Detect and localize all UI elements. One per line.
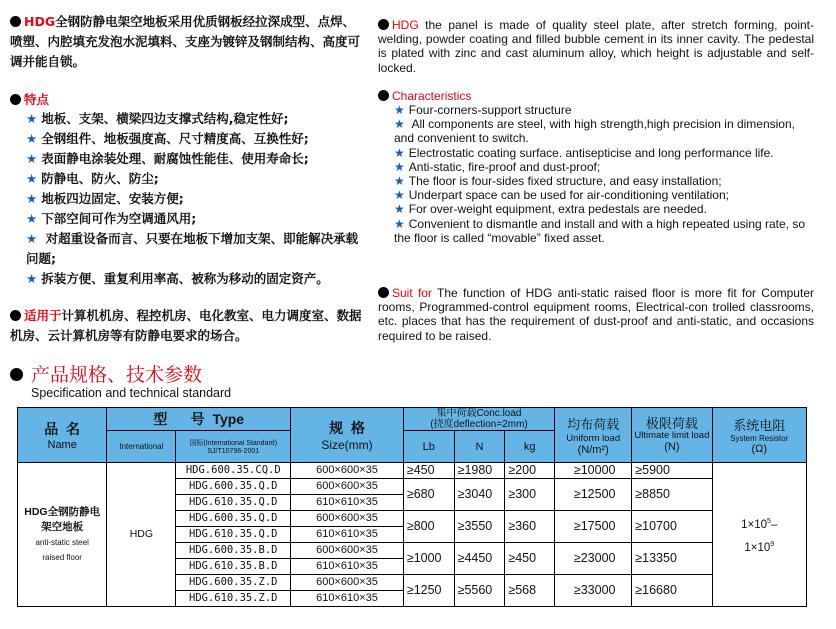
list-item: ★ Electrostatic coating surface. antisepticise and long performance life. xyxy=(394,145,774,160)
lb-cell: ≥450 xyxy=(403,463,454,479)
list-item: ★ Anti-static, fire-proof and dust-proof; xyxy=(394,159,601,174)
spec-table xyxy=(17,407,807,607)
resistance-cell: $1\times 10^5-$ $1\times 10^9$ xyxy=(712,463,807,607)
star-icon: ★ xyxy=(394,202,405,217)
bullet-icon xyxy=(10,368,23,381)
list-item: ★ Four-corners-support structure xyxy=(394,103,572,118)
header-name: 品 名 Name xyxy=(18,408,107,463)
header-national-standard: 国标(International Standard) SJ/T10796-2001 xyxy=(176,431,291,463)
intro-en: HDG the panel is made of quality steel plate, after stretch forming, point-welding, powder coating and filled bubble cement in its inner cavity. The pedestal is plated with zinc and cast aluminum alloy, which height is adjustable and self-locked. xyxy=(378,18,814,75)
intro-text: 全钢防静电架空地板采用优质钢板经拉深成型、点焊、喷塑、内腔填充发泡水泥填料、支座为镀锌及钢制结构、高度可调并能自锁。 xyxy=(10,14,361,69)
star-icon: ★ xyxy=(394,188,405,203)
list-item: ★ All components are steel, with high strength,high precision in dimension, and convenient to switch. xyxy=(394,117,795,146)
list-item: ★ 地板、支架、横梁四边支撑式结构,稳定性好; xyxy=(26,111,289,126)
features-title-en: Characteristics xyxy=(378,89,814,103)
star-icon: ★ xyxy=(26,191,38,206)
features-title-cn: 特点 xyxy=(10,90,362,110)
header-uniform-load: 均布荷载 Uniform load (N/m²) xyxy=(555,408,632,463)
list-item: ★ 全钢组件、地板强度高、尺寸精度高、互换性好; xyxy=(26,131,309,146)
header-n: N xyxy=(454,431,505,463)
header-type: 型 号 Type xyxy=(107,408,291,431)
model-cell: HDG.600.35.CQ.D xyxy=(176,463,291,479)
spec-subtitle: Specification and technical standard xyxy=(31,386,232,400)
table-row: HDG.600.35.Z.D 600×600×35 ≥1250 ≥5560 ≥568 ≥33000 ≥16680 xyxy=(18,575,807,591)
table-row: HDG.610.35.Q.D 610×610×35 xyxy=(18,495,807,511)
table-row: HDG.600.35.Q.D 600×600×35 ≥680 ≥3040 ≥300 ≥12500 ≥8850 xyxy=(18,479,807,495)
table-row: HDG.610.35.Q.D 610×610×35 xyxy=(18,527,807,543)
list-item: ★ Underpart space can be used for air-conditioning ventilation; xyxy=(394,188,729,203)
list-item: ★ 表面静电涂装处理、耐腐蚀性能佳、使用寿命长; xyxy=(26,151,309,166)
star-icon: ★ xyxy=(26,211,38,226)
header-lb: Lb xyxy=(403,431,454,463)
bullet-icon xyxy=(10,16,21,27)
brand-label: HDG xyxy=(24,14,56,29)
ultimate-cell: ≥5900 xyxy=(632,463,712,479)
star-icon: ★ xyxy=(394,117,405,132)
list-item: ★ The floor is four-sides fixed structure, and easy installation; xyxy=(394,174,722,189)
international-cell: HDG xyxy=(107,463,176,607)
star-icon: ★ xyxy=(394,216,405,231)
features-list-cn xyxy=(10,109,362,289)
size-cell: 600×600×35 xyxy=(291,463,404,479)
table-row: HDG.610.35.Z.D 610×610×35 xyxy=(18,591,807,607)
right-column xyxy=(378,18,814,343)
header-international: International xyxy=(107,431,176,463)
uniform-cell: ≥10000 xyxy=(555,463,632,479)
table-row xyxy=(18,463,807,479)
list-item: ★ 拆装方便、重复利用率高、被称为移动的固定资产。 xyxy=(26,271,329,286)
intro-cn xyxy=(10,12,362,72)
suit-cn: 适用于计算机机房、程控机房、电化教室、电力调度室、数据机房、云计算机房等有防静电要求的场合。 xyxy=(10,308,362,343)
header-system-resistor: 系统电阻 System Resistor (Ω) xyxy=(712,408,807,463)
bullet-icon xyxy=(378,90,389,101)
star-icon: ★ xyxy=(394,145,405,160)
kg-cell: ≥200 xyxy=(505,463,555,479)
table-row: HDG.600.35.B.D 600×600×35 ≥1000 ≥4450 ≥450 ≥23000 ≥13350 xyxy=(18,543,807,559)
star-icon: ★ xyxy=(394,174,405,189)
header-conc-load: 集中荷载Conc.load (挠度deflection=2mm) xyxy=(403,408,554,431)
spec-title: 产品规格、技术参数 xyxy=(10,364,231,386)
star-icon: ★ xyxy=(394,103,405,118)
table-row: HDG.600.35.Q.D 600×600×35 ≥800 ≥3550 ≥360 ≥17500 ≥10700 xyxy=(18,511,807,527)
header-size: 规 格 Size(mm) xyxy=(291,408,404,463)
bullet-icon xyxy=(378,19,389,30)
star-icon: ★ xyxy=(26,111,38,126)
list-item: ★ 下部空间可作为空调通风用; xyxy=(26,211,197,226)
star-icon: ★ xyxy=(26,131,38,146)
star-icon: ★ xyxy=(394,159,405,174)
list-item: ★ 地板四边固定、安装方便; xyxy=(26,191,184,206)
header-kg: kg xyxy=(505,431,555,463)
star-icon: ★ xyxy=(26,171,38,186)
table-row: HDG.610.35.B.D 610×610×35 xyxy=(18,559,807,575)
bullet-icon xyxy=(378,287,389,298)
list-item: ★ For over-weight equipment, extra pedestals are needed. xyxy=(394,202,707,217)
features-list-en xyxy=(378,103,814,245)
star-icon: ★ xyxy=(26,271,38,286)
n-cell: ≥1980 xyxy=(454,463,505,479)
header-ultimate-load: 极限荷载 Ultimate limit load (N) xyxy=(632,408,712,463)
bullet-icon xyxy=(10,94,21,105)
left-column xyxy=(10,12,362,346)
star-icon: ★ xyxy=(26,151,38,166)
spec-heading xyxy=(10,364,231,400)
list-item: ★ 对超重设备而言、只要在地板下增加支架、即能解决承载问题; xyxy=(26,231,359,266)
suit-en: Suit for The function of HDG anti-static raised floor is more fit for Computer rooms, Programmed-control equipment rooms, Electrical-con trolled classrooms, etc. places that has the requirement of dust-proof and anti-static, and occasions required to be raised. xyxy=(378,286,814,343)
list-item: ★ 防静电、防火、防尘; xyxy=(26,171,159,186)
product-name-cell: HDG全钢防静电 架空地板 anti-static steel raised floor xyxy=(18,463,107,607)
bullet-icon xyxy=(10,310,21,321)
star-icon: ★ xyxy=(26,231,38,246)
list-item: ★ Convenient to dismantle and install and with a high repeated using rate, so the floor is called “movable” fixed asset. xyxy=(394,216,806,245)
